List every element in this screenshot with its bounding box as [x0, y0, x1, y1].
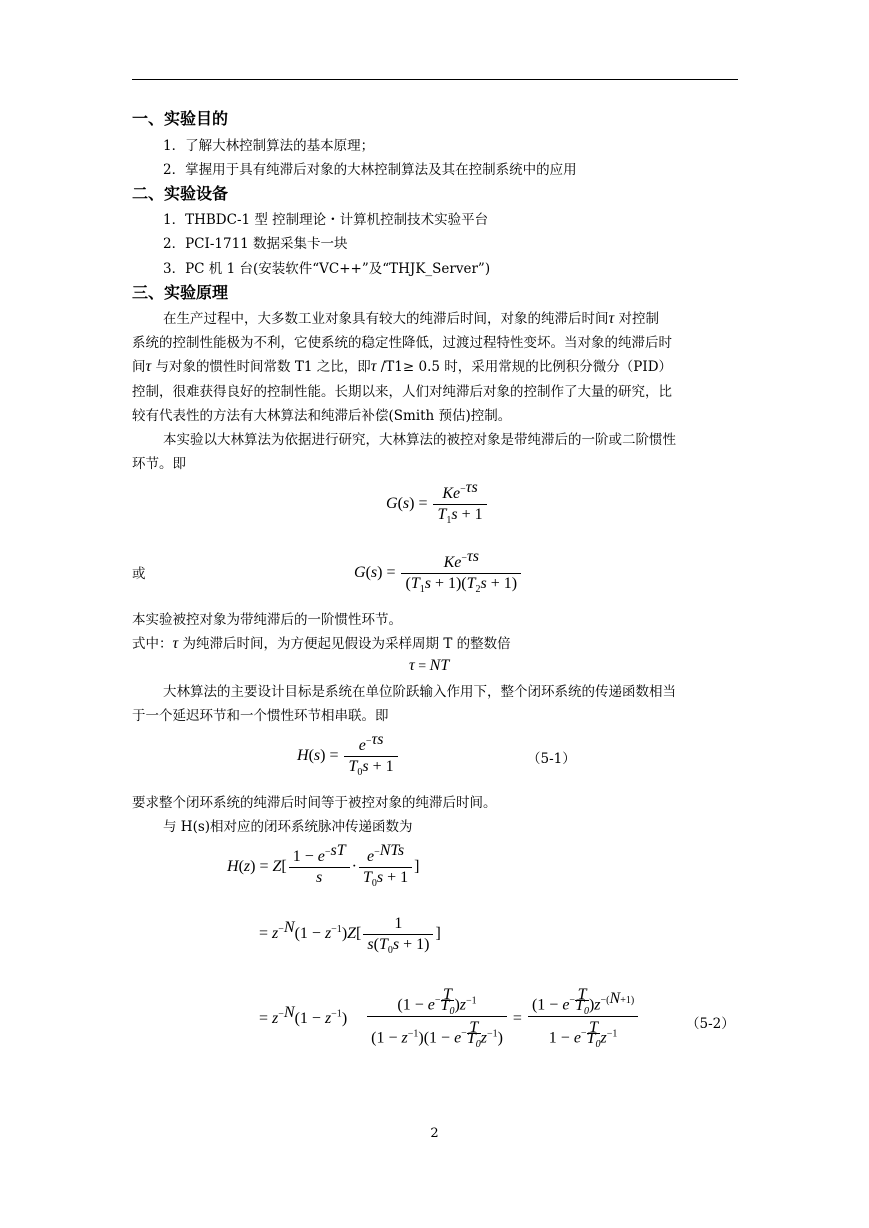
equipment-item-3: 3．PC 机 1 台(安装软件“VC++”及“THJK_Server”) — [163, 261, 491, 277]
page-number: 2 — [430, 1126, 439, 1141]
purpose-item-2: 2．掌握用于具有纯滞后对象的大林控制算法及其在控制系统中的应用 — [163, 162, 577, 178]
principle-line-13: 与 H(s)相对应的闭环系统脉冲传递函数为 — [163, 819, 413, 835]
equation-tau-nt: τ = NT — [409, 657, 450, 674]
principle-line-8: 本实验被控对象为带纯滞后的一阶惯性环节。 — [132, 612, 402, 628]
principle-line-6: 本实验以大林算法为依据进行研究，大林算法的被控对象是带纯滞后的一阶或二阶惯性 — [163, 432, 676, 448]
section-heading-principle: 三、实验原理 — [132, 283, 229, 302]
purpose-item-1: 1．了解大林控制算法的基本原理； — [163, 138, 375, 154]
equation-tag-5-2: （5-2） — [686, 1016, 735, 1032]
principle-line-10: 大林算法的主要设计目标是系统在单位阶跃输入作用下，整个闭环系统的传递函数相当 — [163, 684, 676, 700]
section-heading-equipment: 二、实验设备 — [132, 184, 229, 203]
equation-hs: H(s) = $\frac{e^{-\tau s}}{T_0s + 1}$ — [297, 736, 400, 777]
equipment-item-1: 1．THBDC-1 型 控制理论・计算机控制技术实验平台 — [163, 212, 489, 228]
principle-line-4: 控制，很难获得良好的控制性能。长期以来，人们对纯滞后对象的控制作了大量的研究，比 — [132, 384, 672, 400]
equation-tag-5-1: （5-1） — [527, 751, 576, 767]
principle-line-2: 系统的控制性能极为不利，它使系统的稳定性降低，过渡过程特性变坏。当对象的纯滞后时 — [132, 335, 672, 351]
equation-gs-second-order: G(s) = $\frac{Ke^{-\tau s}}{(T_1s + 1)(T_2s + 1)}$ — [354, 553, 523, 594]
header-rule — [132, 79, 738, 80]
principle-line-7: 环节。即 — [132, 456, 186, 472]
equation-hz-line-3: = $z^{-N}(1 - z^{-1})$ ($1 - e^{- \frac{T}{T_0}}$ )$z^{-1}$ $(1 - z^{-1})(1 - e^{- \frac{T}{T_0}}$ $z^{-1}$) = ($1 - e^{- \frac{T}{T_0}}$ )$z^{-(N+1)}$ $1 - e^{- \frac{T}{T_0}}$ $z^{-1}$ — [259, 990, 640, 1048]
section-heading-purpose: 一、实验目的 — [132, 109, 229, 128]
principle-line-9: 式中：τ 为纯滞后时间，为方便起见假设为采样周期 T 的整数倍 — [132, 635, 511, 652]
equation-hz-line-2: = $z^{-N}(1 - z^{-1})Z$[ $\frac{1}{s(T_0s + 1)}$ ] — [259, 915, 441, 957]
principle-line-5: 较有代表性的方法有大林算法和纯滞后补偿(Smith 预估)控制。 — [132, 408, 512, 424]
or-label: 或 — [132, 566, 146, 582]
principle-line-12: 要求整个闭环系统的纯滞后时间等于被控对象的纯滞后时间。 — [132, 795, 497, 811]
principle-line-1: 在生产过程中，大多数工业对象具有较大的纯滞后时间，对象的纯滞后时间τ 对控制 — [163, 310, 660, 327]
equipment-item-2: 2．PCI-1711 数据采集卡一块 — [163, 236, 348, 252]
equation-hz-line-1: H(z) = Z[ $\frac{1 - e^{-sT}}{s}$ · $\frac{e^{-NTs}}{T_0s + 1}$ ] — [227, 841, 420, 890]
equation-gs-first-order: G(s) = $\frac{Ke^{-\tau s}}{T_1s + 1}$ — [386, 484, 489, 525]
principle-line-3: 间τ 与对象的惯性时间常数 T1 之比，即τ /T1≥ 0.5 时，采用常规的比例积分微分（PID） — [132, 358, 673, 375]
principle-line-11: 于一个延迟环节和一个惯性环节相串联。即 — [132, 708, 389, 724]
